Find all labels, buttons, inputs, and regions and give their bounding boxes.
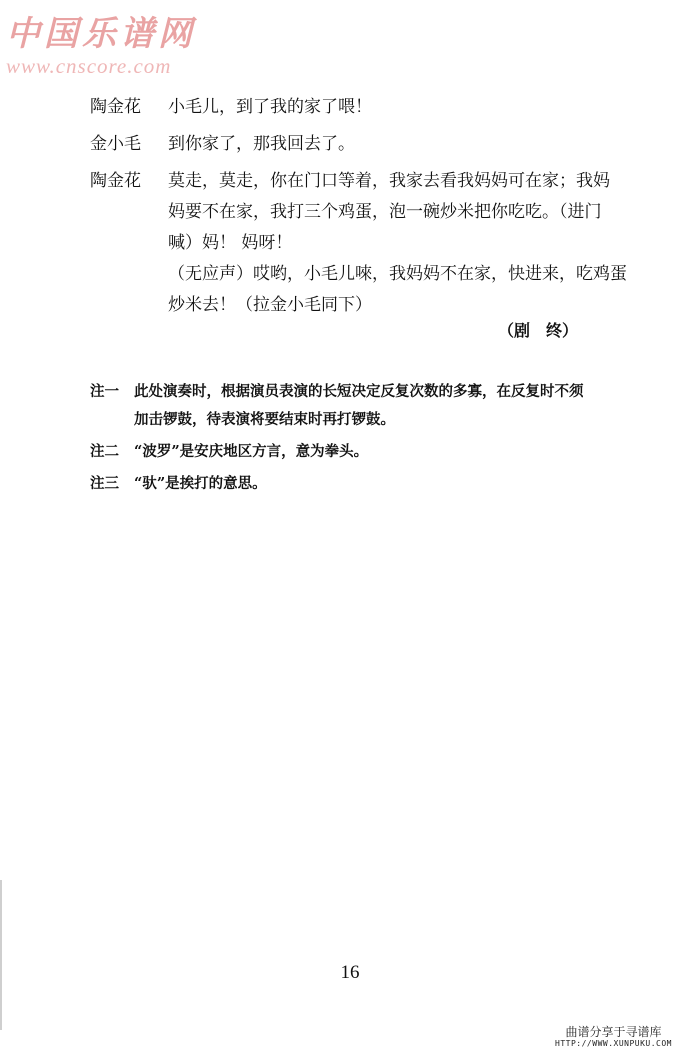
watermark-title: 中国乐谱网 xyxy=(6,14,196,54)
speech-text xyxy=(168,166,650,321)
dialogue-section xyxy=(90,92,650,327)
speech-line: 妈要不在家，我打三个鸡蛋，泡一碗炒米把你吃吃。（进门 xyxy=(168,202,602,222)
page-number: 16 xyxy=(340,962,360,983)
footer-site-url: HTTP://WWW.XUNPUKU.COM xyxy=(555,1039,672,1048)
end-mark: （剧 终） xyxy=(498,321,579,340)
speaker-name: 陶金花 xyxy=(90,171,141,191)
speech-text xyxy=(168,92,650,123)
footnote xyxy=(90,438,650,466)
dialogue-line xyxy=(90,129,650,160)
footnote-line: 此处演奏时，根据演员表演的长短决定反复次数的多寡，在反复时不须 xyxy=(134,383,584,400)
footnotes xyxy=(90,378,650,502)
footnote-line: 加击锣鼓，待表演将要结束时再打锣鼓。 xyxy=(134,411,395,428)
footnote-text xyxy=(134,470,650,498)
footnote xyxy=(90,378,650,434)
scan-edge-line xyxy=(0,880,2,1030)
footer-site-name: 曲谱分享于寻谱库 xyxy=(565,1025,662,1039)
speech-line: 到你家了，那我回去了。 xyxy=(168,134,355,154)
watermark-logo xyxy=(4,6,204,78)
dialogue-line xyxy=(90,92,650,123)
footer-credit xyxy=(555,1025,672,1049)
speech-line: 莫走，莫走，你在门口等着，我家去看我妈妈可在家；我妈 xyxy=(168,171,610,191)
speech-line: 喊）妈！ 妈呀！ xyxy=(168,233,293,253)
footnote-line: “波罗”是安庆地区方言，意为拳头。 xyxy=(134,443,369,460)
footnote-line: “驮”是挨打的意思。 xyxy=(134,475,267,492)
footnote-text xyxy=(134,438,650,466)
footnote-label: 注二 xyxy=(90,443,119,460)
footnote-label: 注三 xyxy=(90,475,119,492)
watermark-url: www.cnscore.com xyxy=(6,54,172,78)
footnote xyxy=(90,470,650,498)
speech-line: （无应声）哎哟，小毛儿唻，我妈妈不在家，快进来，吃鸡蛋 xyxy=(168,264,627,284)
speaker-name: 陶金花 xyxy=(90,97,141,117)
speech-text xyxy=(168,129,650,160)
footnote-label: 注一 xyxy=(90,383,119,400)
speech-line: 炒米去！（拉金小毛同下） xyxy=(168,295,372,315)
footnote-text xyxy=(134,378,650,434)
dialogue-line xyxy=(90,166,650,321)
speech-line: 小毛儿，到了我的家了喂！ xyxy=(168,97,372,117)
speaker-name: 金小毛 xyxy=(90,134,141,154)
